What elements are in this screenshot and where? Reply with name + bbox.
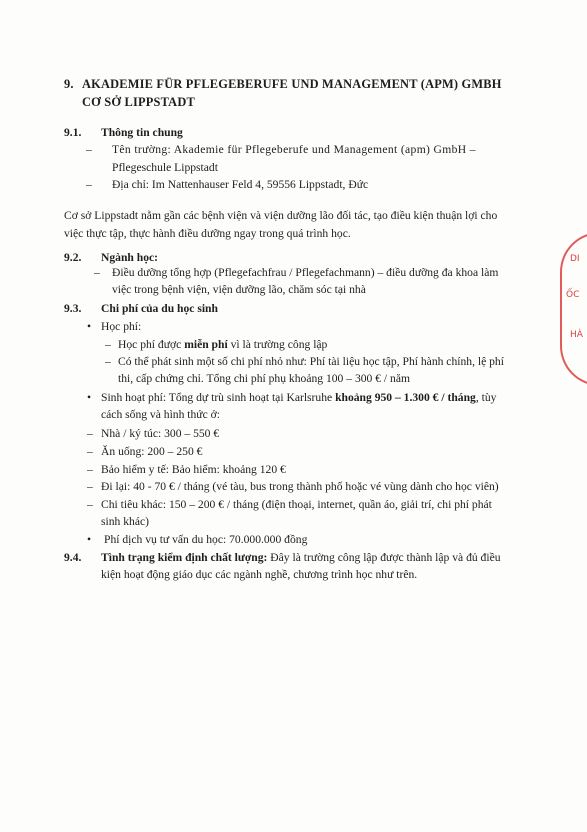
dash-marker: – xyxy=(105,355,111,368)
dash-marker: – xyxy=(87,463,93,476)
dash-marker: – xyxy=(86,143,92,156)
transport-cost: Đi lại: 40 - 70 € / tháng (vé tàu, bus trong thành phố hoặc vé vùng dành cho học viên) xyxy=(101,480,499,493)
extra-fees-line2: thi, cấp chứng chỉ. Tổng chi phí phụ khoảng 100 – 300 € / năm xyxy=(118,372,411,385)
other-cost-line1: Chi tiêu khác: 150 – 200 € / tháng (điện thoại, internet, quần áo, giải trí, chi phí phát xyxy=(101,498,492,511)
dash-marker: – xyxy=(105,338,111,351)
living-cost-line1: Sinh hoạt phí: Tổng dự trù sinh hoạt tại Karlsruhe khoảng 950 – 1.300 € / tháng, tùy xyxy=(101,391,497,404)
dash-marker: – xyxy=(87,445,93,458)
subsection-title-9-1: Thông tin chung xyxy=(101,126,183,139)
school-name-line2: Pflegeschule Lippstadt xyxy=(112,161,218,174)
major-line2: việc trong bệnh viện, viện dưỡng lão, chăm sóc tại nhà xyxy=(112,283,366,296)
accreditation-title: Tình trạng kiểm định chất lượng: xyxy=(101,551,268,564)
section-title-line1: AKADEMIE FÜR PFLEGEBERUFE UND MANAGEMENT (APM) GMBH xyxy=(82,77,502,91)
insurance-cost: Bảo hiểm y tế: Bảo hiểm: khoảng 120 € xyxy=(101,463,286,476)
subsection-number-9-4: 9.4. xyxy=(64,551,82,564)
subsection-number-9-3: 9.3. xyxy=(64,302,82,315)
bullet-marker: • xyxy=(87,391,92,404)
tuition-label: Học phí: xyxy=(101,320,142,333)
other-cost-line2: sinh khác) xyxy=(101,515,149,528)
bullet-marker: • xyxy=(87,533,92,546)
accreditation-line2: kiện hoạt động giáo dục các ngành nghề, chương trình học như trên. xyxy=(101,568,418,581)
section-title-line2: CƠ SỞ LIPPSTADT xyxy=(82,95,195,109)
dash-marker: – xyxy=(94,266,100,279)
official-stamp: DI ỐC HÀ xyxy=(560,232,587,386)
major-line1: Điều dưỡng tổng hợp (Pflegefachfrau / Pflegefachmann) – điều dưỡng đa khoa làm xyxy=(112,266,499,279)
dash-marker: – xyxy=(86,178,92,191)
dash-marker: – xyxy=(87,427,93,440)
bullet-marker: • xyxy=(87,320,92,333)
school-address: Địa chỉ: Im Nattenhauser Feld 4, 59556 Lippstadt, Đức xyxy=(112,178,369,191)
dash-marker: – xyxy=(87,498,93,511)
campus-description-line2: việc thực tập, thực hành điều dưỡng ngay trong quá trình học. xyxy=(64,227,351,240)
living-cost-line2: cách sống và hình thức ở: xyxy=(101,408,220,421)
consulting-fee: Phí dịch vụ tư vấn du học: 70.000.000 đồng xyxy=(104,533,308,546)
subsection-number-9-1: 9.1. xyxy=(64,126,82,139)
food-cost: Ăn uống: 200 – 250 € xyxy=(101,445,203,458)
extra-fees-line1: Có thể phát sinh một số chi phí nhỏ như: Phí tài liệu học tập, Phí hành chính, lệ phí xyxy=(118,355,504,368)
living-cost-highlight: khoảng 950 – 1.300 € / tháng xyxy=(335,391,476,404)
dash-marker: – xyxy=(87,480,93,493)
tuition-free-line: Học phí được miễn phí vì là trường công lập xyxy=(118,338,328,351)
subsection-number-9-2: 9.2. xyxy=(64,251,82,264)
campus-description-line1: Cơ sở Lippstadt nằm gần các bệnh viện và viện dưỡng lão đối tác, tạo điều kiện thuận lợi cho xyxy=(64,209,498,222)
tuition-free-highlight: miễn phí xyxy=(184,338,228,351)
housing-cost: Nhà / ký túc: 300 – 550 € xyxy=(101,427,220,440)
accreditation-line1: Tình trạng kiểm định chất lượng: Đây là trường công lập được thành lập và đủ điều xyxy=(101,551,501,564)
school-name-line1: Tên trường: Akademie für Pflegeberufe und Management (apm) GmbH – xyxy=(112,143,476,156)
subsection-title-9-2: Ngành học: xyxy=(101,251,159,264)
subsection-title-9-3: Chi phí của du học sinh xyxy=(101,302,218,315)
section-number: 9. xyxy=(64,77,74,91)
